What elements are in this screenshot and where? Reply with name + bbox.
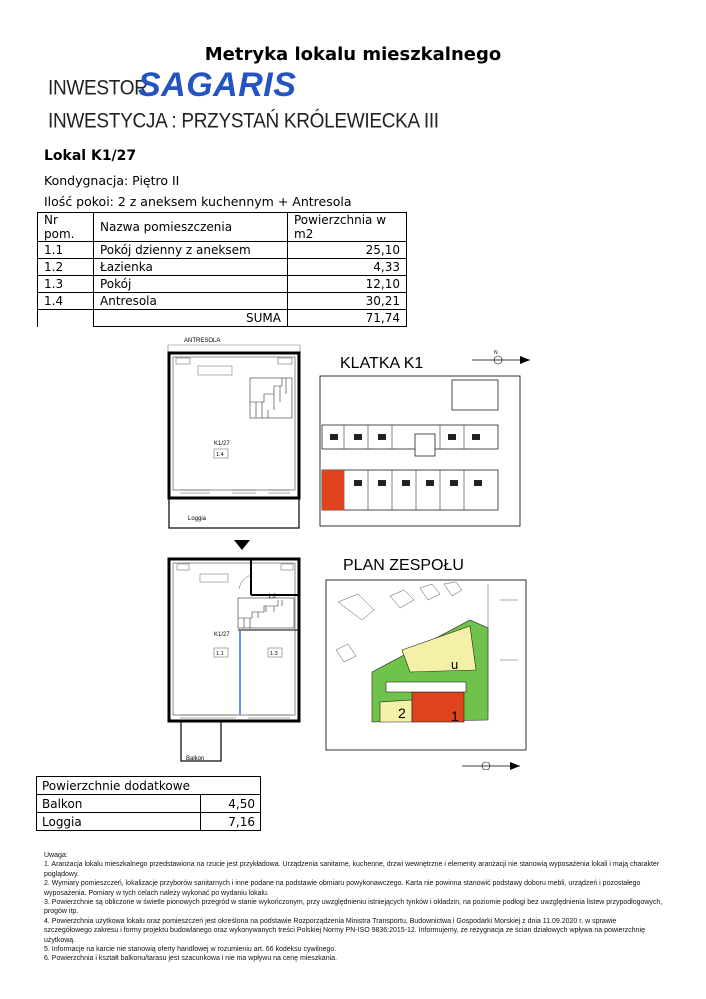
building-u-label: u — [451, 657, 459, 672]
column-header: Nazwa pomieszczenia — [94, 213, 288, 242]
area-name: Balkon — [37, 795, 201, 813]
table-row — [38, 259, 407, 276]
table-row — [37, 813, 261, 831]
table-sum-row — [38, 310, 407, 327]
note-item: 6. Powierzchnia i kształt balkonu/tarasu jest szacunkowa i nie ma wpływu na cenę mieszkania. — [44, 955, 337, 963]
svg-text:N: N — [494, 350, 498, 356]
room-name: Pokój — [94, 276, 288, 293]
floor-plans — [0, 330, 706, 770]
compass-north-icon — [472, 350, 530, 364]
highlighted-unit — [322, 470, 344, 510]
sum-value: 71,74 — [288, 310, 407, 327]
column-header: Nr pom. — [38, 213, 94, 242]
arrow-down-icon — [234, 540, 250, 550]
table-row — [38, 242, 407, 259]
unit-floor: Kondygnacja: Piętro II — [44, 173, 180, 188]
sum-label: SUMA — [94, 310, 288, 327]
antresola-label: ANTRESOLA — [184, 338, 221, 344]
room-label-11: 1.1 — [216, 651, 224, 657]
brand-logo: SAGARIS — [138, 66, 297, 104]
unit-title: Lokal K1/27 — [44, 148, 137, 164]
additional-areas-table — [36, 776, 261, 831]
notes-section — [44, 851, 664, 964]
stairwell-plan — [320, 350, 530, 526]
building-2-label: 2 — [398, 705, 406, 721]
compass-north-icon — [462, 762, 520, 770]
room-label-12: 1.2 — [268, 594, 277, 600]
unit-code-upper: K1/27 — [214, 441, 230, 447]
building-1-label: 1 — [451, 708, 459, 724]
additional-areas-header: Powierzchnie dodatkowe — [37, 777, 261, 795]
rooms-table — [37, 212, 407, 327]
room-name: Łazienka — [94, 259, 288, 276]
area-name: Loggia — [37, 813, 201, 831]
note-item: 3. Powierzchnie są obliczone w świetle pionowych przegród w stanie wykończonym, przy uwzględnieniu istniejących tynków i okładzin, na poziomie podłogi bez uwzględnienia listew przypodłogowych, progów itp. — [44, 899, 663, 916]
room-area: 4,33 — [288, 259, 407, 276]
site-title: PLAN ZESPOŁU — [343, 557, 464, 574]
area-value: 4,50 — [201, 795, 261, 813]
stairwell-title: KLATKA K1 — [340, 355, 424, 372]
room-label-13: 1.3 — [270, 651, 278, 657]
column-header: Powierzchnia w m2 — [288, 213, 407, 242]
unit-code-lower: K1/27 — [214, 632, 230, 638]
site-plan — [326, 557, 526, 770]
room-number: 1.4 — [38, 293, 94, 310]
table-row — [38, 276, 407, 293]
investment-name: INWESTYCJA : PRZYSTAŃ KRÓLEWIECKA III — [48, 110, 439, 134]
lower-floor-plan — [169, 559, 299, 762]
loggia-label: Loggia — [188, 516, 207, 522]
table-header-row — [37, 777, 261, 795]
unit-rooms-count: Ilość pokoi: 2 z aneksem kuchennym + Antresola — [44, 194, 352, 209]
table-row — [37, 795, 261, 813]
notes-title: Uwaga: — [44, 852, 68, 859]
room-number: 1.3 — [38, 276, 94, 293]
antresola-plan — [168, 338, 300, 528]
note-item: 5. Informacje na karcie nie stanowią oferty handlowej w rozumieniu art. 66 kodeksu cywilnego. — [44, 946, 337, 954]
room-number: 1.1 — [38, 242, 94, 259]
room-area: 12,10 — [288, 276, 407, 293]
note-item: 2. Wymiary pomieszczeń, lokalizacje przyborów sanitarnych i inne podane na podstawie obmiaru powykonawczego. Karta nie powinna stanowić podstawy doboru mebli, urządzeń i pozostałego wyposażenia. Pomiary w tych celach należy wykonać po wydaniu lokalu. — [44, 880, 641, 897]
note-item: 1. Aranżacja lokalu mieszkalnego przedstawiona na rzucie jest przykładowa. Urządzenia sanitarne, kuchenne, drzwi wewnętrzne i elementy aranżacji nie stanowią wyposażenia lokali i mają charakter poglądowy. — [44, 861, 660, 878]
table-header-row — [38, 213, 407, 242]
room-area: 30,21 — [288, 293, 407, 310]
sum-empty-cell — [38, 310, 94, 327]
room-name: Pokój dzienny z aneksem — [94, 242, 288, 259]
investor-label: INWESTOR: — [48, 76, 153, 100]
room-number: 1.2 — [38, 259, 94, 276]
area-value: 7,16 — [201, 813, 261, 831]
table-row — [38, 293, 407, 310]
note-item: 4. Powierzchnia użytkowa lokalu oraz pomieszczeń jest określona na podstawie Rozporządzenia Ministra Transportu, Budownictwa i Gospodarki Morskiej z dnia 11.09.2020 r. w sprawie szczegółowego zakresu i formy projektu budowlanego oraz wykonywanych treści Polskiej Normy PN-ISO 9836:2015-12. Informujemy, że rezygnacja ze ścian działowych wpływa na powierzchnię użytkową. — [44, 917, 645, 944]
balkon-label: Balkon — [186, 756, 205, 762]
room-area: 25,10 — [288, 242, 407, 259]
page-title: Metryka lokalu mieszkalnego — [204, 44, 502, 65]
room-name: Antresola — [94, 293, 288, 310]
room-label-14: 1.4 — [216, 452, 224, 458]
